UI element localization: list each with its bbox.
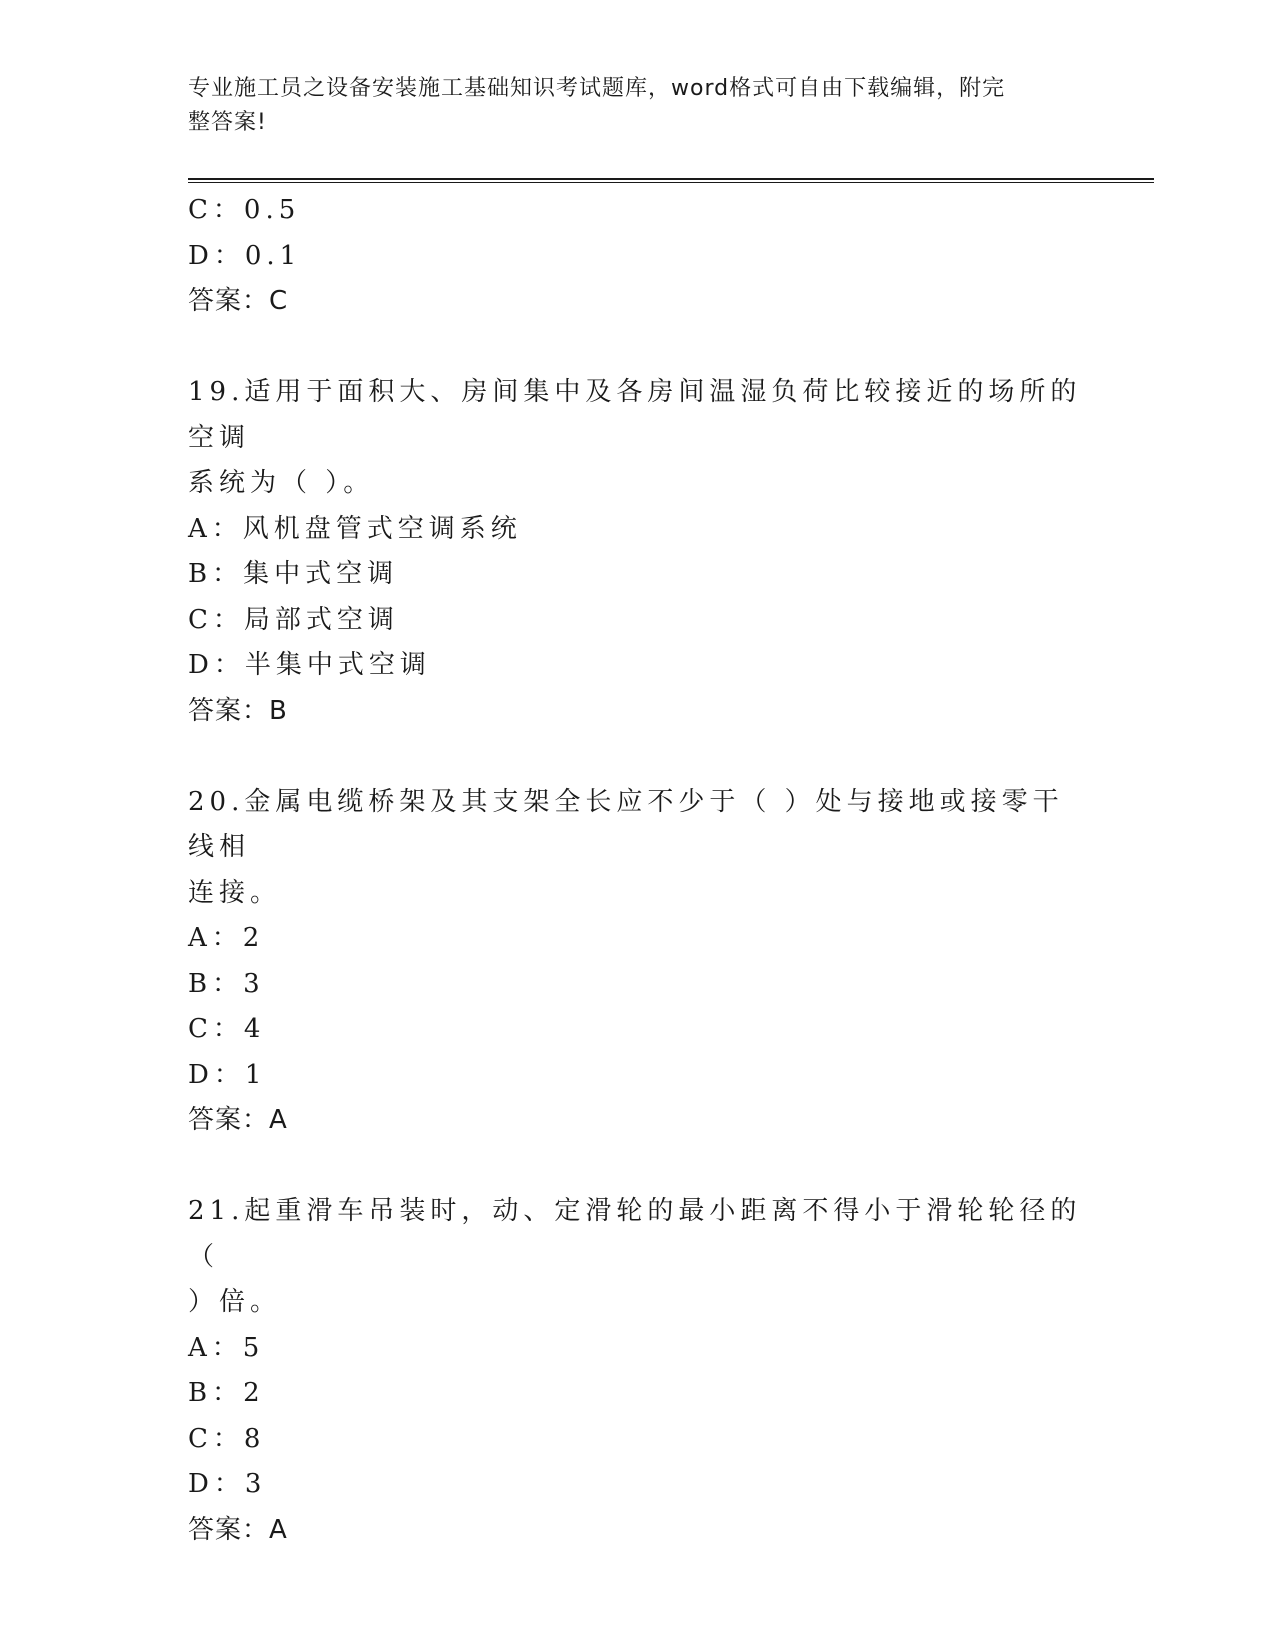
question-20 xyxy=(188,780,1088,1144)
option-d: D：半集中式空调 xyxy=(188,650,431,680)
option-a: A：2 xyxy=(188,923,265,953)
option-d: D：3 xyxy=(188,1469,267,1499)
question-text-line-1: 21.起重滑车吊装时，动、定滑轮的最小距离不得小于滑轮轮径的（ xyxy=(188,1196,1082,1272)
option-d: D：0.1 xyxy=(188,240,302,271)
option-a: A：风机盘管式空调系统 xyxy=(188,513,522,544)
question-text-line-1: 19.适用于面积大、房间集中及各房间温湿负荷比较接近的场所的空调 xyxy=(188,377,1082,453)
question-text-line-2: 连接。 xyxy=(188,877,282,908)
option-b: B：2 xyxy=(188,1378,265,1408)
option-b: B：集中式空调 xyxy=(188,559,399,589)
option-c: C：8 xyxy=(188,1423,266,1454)
page-header xyxy=(188,72,1068,140)
previous-question-tail xyxy=(188,188,1088,325)
spacer xyxy=(188,1144,1088,1190)
option-d: D：1 xyxy=(188,1059,267,1090)
answer-line: 答案：C xyxy=(188,286,289,316)
answer-line: 答案：A xyxy=(188,1105,288,1135)
answer-line: 答案：B xyxy=(188,695,288,726)
header-divider xyxy=(188,178,1154,183)
option-b: B：3 xyxy=(188,968,265,999)
header-line-1: 专业施工员之设备安装施工基础知识考试题库，word格式可自由下载编辑，附完 xyxy=(188,76,1006,101)
header-line-2: 整答案! xyxy=(188,110,267,135)
question-19 xyxy=(188,370,1088,734)
spacer xyxy=(188,325,1088,371)
question-21 xyxy=(188,1189,1088,1553)
option-c: C：局部式空调 xyxy=(188,604,399,635)
option-c: C：4 xyxy=(188,1014,266,1044)
question-list xyxy=(188,188,1088,1553)
question-text-line-2: 系统为（ ）。 xyxy=(188,468,375,498)
answer-line: 答案：A xyxy=(188,1514,288,1545)
spacer xyxy=(188,734,1088,780)
option-c: C：0.5 xyxy=(188,195,301,225)
question-text-line-1: 20.金属电缆桥架及其支架全长应不少于（ ）处与接地或接零干线相 xyxy=(188,786,1064,862)
question-text-line-2: ）倍。 xyxy=(188,1287,282,1317)
option-a: A：5 xyxy=(188,1332,265,1363)
